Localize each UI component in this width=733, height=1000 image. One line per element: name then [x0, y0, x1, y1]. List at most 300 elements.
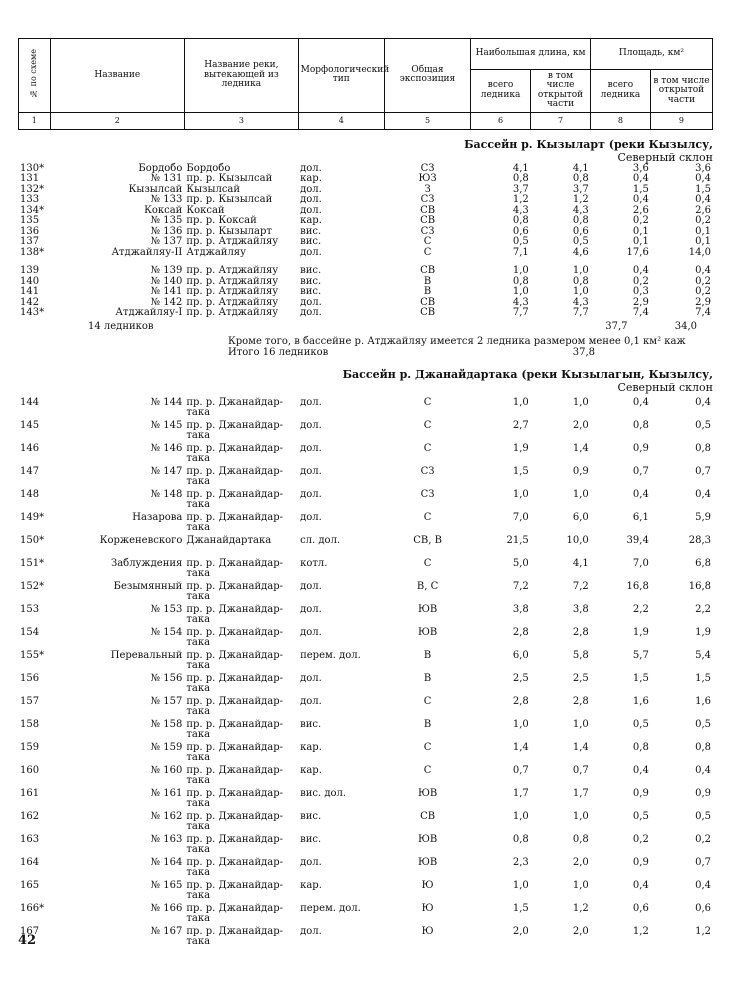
table-cell: 2,5 [512, 672, 529, 684]
table-cell: 0,4 [632, 396, 649, 408]
table-cell: дол. [300, 580, 322, 592]
table-cell: 0,8 [572, 215, 589, 227]
header-column-number: 5 [384, 112, 470, 129]
table-row [18, 559, 713, 582]
table-cell: 0,4 [695, 879, 711, 891]
table-cell: 3,8 [512, 603, 529, 615]
table-cell: 1,9 [632, 626, 649, 638]
basin1-summary [18, 321, 713, 358]
table-cell: 0,7 [695, 856, 711, 868]
table-cell: 39,4 [626, 534, 649, 546]
header-column-number: 3 [185, 112, 299, 129]
table-cell: 1,7 [572, 787, 589, 799]
table-cell: 1,0 [512, 810, 529, 822]
table-row [18, 881, 713, 904]
header-column-number: 1 [19, 112, 51, 129]
table-cell: 7,2 [512, 580, 529, 592]
table-row [18, 308, 713, 319]
table-cell: С [423, 396, 432, 408]
table-cell: 0,4 [632, 764, 649, 776]
table-cell: 0,7 [695, 465, 711, 477]
table-cell: С [423, 764, 432, 776]
table-cell: пр. р. Атджайляу [186, 275, 279, 287]
table-cell: 5,4 [695, 649, 711, 661]
table-cell: № 142 [150, 296, 183, 308]
table-cell: пр. р. Джанайдар-така [186, 902, 284, 925]
table-cell: дол. [300, 246, 322, 258]
table-cell: 0,6 [512, 225, 529, 237]
table-cell: 10,0 [566, 534, 589, 546]
table-cell: 0,5 [632, 718, 649, 730]
table-cell: пр. р. Джанайдар-така [186, 442, 284, 465]
table-cell: 7,4 [695, 307, 711, 319]
table-cell: 0,2 [695, 286, 711, 298]
table-cell: 2,6 [632, 204, 649, 216]
table-cell: 160 [20, 764, 40, 776]
table-cell: № 144 [150, 396, 183, 408]
table-cell: 4,1 [512, 162, 529, 174]
table-cell: 7,7 [572, 307, 589, 319]
table-cell: ЮВ [417, 856, 438, 868]
header-area-group: Площадь, км² [590, 39, 712, 70]
table-cell: В [423, 718, 432, 730]
table-cell: 2,0 [512, 925, 529, 937]
header-column-number: 2 [50, 112, 185, 129]
table-cell: пр. р. Джанайдар-така [186, 580, 284, 603]
table-cell: 148 [20, 488, 40, 500]
table-row [18, 277, 713, 288]
table-cell: сл. дол. [300, 534, 341, 546]
table-cell: кар. [300, 764, 322, 776]
table-cell: 0,2 [632, 833, 649, 845]
table-cell: 139 [20, 265, 40, 277]
table-cell: 2,2 [632, 603, 649, 615]
table-cell: 7,1 [512, 246, 529, 258]
header-length-open: в том числе открытой части [531, 70, 591, 113]
table-cell: СЗ [420, 465, 435, 477]
header-area-total: всего ледника [590, 70, 650, 113]
table-cell: 0,4 [695, 764, 711, 776]
table-cell: вис. [300, 225, 322, 237]
table-cell: 1,0 [512, 488, 529, 500]
table-cell: № 136 [150, 225, 183, 237]
table-cell: 0,2 [695, 275, 711, 287]
header-col-river: Название реки, вытекающей из ледника [185, 39, 299, 113]
table-row [18, 248, 713, 259]
table-cell: 4,3 [572, 296, 589, 308]
table-row [18, 174, 713, 185]
table-cell: пр. р. Джанайдар-така [186, 557, 284, 580]
table-row [18, 927, 713, 950]
table-row [18, 720, 713, 743]
table-cell: 0,5 [512, 236, 529, 248]
table-cell: 1,0 [512, 396, 529, 408]
table-row [18, 858, 713, 881]
table-cell: 1,4 [512, 741, 529, 753]
table-cell: № 164 [150, 856, 183, 868]
table-cell: дол. [300, 672, 322, 684]
table-cell: пр. р. Джанайдар-така [186, 925, 284, 948]
table-row [18, 266, 713, 277]
table-cell: вис. [300, 833, 322, 845]
table-cell: 142 [20, 296, 40, 308]
table-cell: 1,2 [572, 902, 589, 914]
table-cell: дол. [300, 925, 322, 937]
table-cell: 0,2 [695, 215, 711, 227]
table-cell: 1,2 [572, 194, 589, 206]
table-row [18, 185, 713, 196]
table-cell: 3,7 [572, 183, 589, 195]
table-cell: 0,4 [695, 265, 711, 277]
header-length-group: Наибольшая длина, км [471, 39, 591, 70]
table-cell: 1,0 [572, 810, 589, 822]
table-cell: пр. р. Джанайдар-така [186, 718, 284, 741]
table-cell: 1,2 [512, 194, 529, 206]
table-cell: 2,0 [572, 419, 589, 431]
table-cell: № 147 [150, 465, 183, 477]
table-cell: 0,4 [695, 173, 711, 185]
table-cell: дол. [300, 307, 322, 319]
table-cell: дол. [300, 183, 322, 195]
table-cell: ЮЗ [418, 173, 437, 185]
table-cell: 0,4 [695, 396, 711, 408]
table-cell: 2,2 [695, 603, 711, 615]
table-cell: 130* [20, 162, 45, 174]
table-cell: 0,6 [572, 225, 589, 237]
table-cell: Ю [421, 925, 434, 937]
table-cell: № 133 [150, 194, 183, 206]
table-cell: 1,0 [512, 718, 529, 730]
table-cell: 137 [20, 236, 40, 248]
table-cell: вис. дол. [300, 787, 347, 799]
table-cell: вис. [300, 718, 322, 730]
table-cell: 0,8 [572, 275, 589, 287]
table-cell: № 145 [150, 419, 183, 431]
table-cell: 141 [20, 286, 40, 298]
table-cell: 149* [20, 511, 45, 523]
table-cell: 1,2 [695, 925, 711, 937]
table-cell: 4,6 [572, 246, 589, 258]
table-cell: № 156 [150, 672, 183, 684]
table-cell: 1,6 [632, 695, 649, 707]
table-cell: 0,8 [512, 275, 529, 287]
basin1-note: Кроме того, в бассейне р. Атджайляу имеется 2 ледника размером менее 0,1 км² каж [228, 335, 686, 347]
table-cell: 0,5 [632, 810, 649, 822]
table-cell: С [423, 246, 432, 258]
table-cell: 0,9 [695, 787, 711, 799]
table-cell: № 146 [150, 442, 183, 454]
table-row [18, 398, 713, 421]
table-cell: котл. [300, 557, 328, 569]
table-cell: 5,7 [632, 649, 649, 661]
table-cell: 7,0 [512, 511, 529, 523]
table-cell: 4,3 [512, 296, 529, 308]
table-cell: 0,9 [632, 856, 649, 868]
table-cell: 134* [20, 204, 45, 216]
table-cell: пр. р. Джанайдар-така [186, 833, 284, 856]
table-cell: Кызылсай [186, 183, 241, 195]
basin1-area-open: 34,0 [674, 320, 697, 332]
table-cell: № 162 [150, 810, 183, 822]
table-cell: 155* [20, 649, 45, 661]
table-cell: 0,8 [512, 833, 529, 845]
table-cell: С [423, 741, 432, 753]
table-cell: 0,8 [695, 741, 711, 753]
table-row [18, 812, 713, 835]
table-cell: пр. р. Кызыларт [186, 225, 272, 237]
table-cell: № 159 [150, 741, 183, 753]
table-cell: 5,9 [695, 511, 711, 523]
table-cell: пр. р. Кызылсай [186, 173, 273, 185]
table-cell: пр. р. Джанайдар-така [186, 741, 284, 764]
table-cell: пр. р. Атджайляу [186, 307, 279, 319]
table-cell: пр. р. Джанайдар-така [186, 672, 284, 695]
table-cell: 1,5 [512, 902, 529, 914]
table-cell: 0,1 [695, 236, 711, 248]
table-cell: 2,9 [632, 296, 649, 308]
table-cell: В [423, 672, 432, 684]
page-number: 42 [18, 933, 37, 948]
table-cell: 4,1 [572, 557, 589, 569]
table-cell: № 160 [150, 764, 183, 776]
table-cell: № 140 [150, 275, 183, 287]
table-cell: 1,0 [572, 286, 589, 298]
table-cell: 1,0 [572, 718, 589, 730]
table-cell: пр. р. Джанайдар-така [186, 649, 284, 672]
table-cell: 1,0 [512, 879, 529, 891]
table-row [18, 582, 713, 605]
table-row [18, 789, 713, 812]
table-cell: 1,0 [572, 879, 589, 891]
basin1-total-area: 37,8 [572, 346, 595, 358]
table-row [18, 227, 713, 238]
table-cell: 7,4 [632, 307, 649, 319]
table-cell: 150* [20, 534, 45, 546]
header-col-type: Морфологический тип [298, 39, 384, 113]
basin1-count: 14 ледников [88, 320, 154, 332]
table-cell: Перевальный [110, 649, 183, 661]
table-cell: пр. р. Джанайдар-така [186, 511, 284, 534]
table-cell: Заблуждения [110, 557, 183, 569]
table-cell: 0,6 [632, 902, 649, 914]
table-cell: Атджайляу [186, 246, 246, 258]
table-cell: Бордобо [138, 162, 183, 174]
table-cell: дол. [300, 695, 322, 707]
table-cell: 5,8 [572, 649, 589, 661]
table-cell: 145 [20, 419, 40, 431]
table-cell: 165 [20, 879, 40, 891]
table-cell: С [423, 557, 432, 569]
table-cell: В [423, 275, 432, 287]
table-cell: 1,6 [695, 695, 711, 707]
table-cell: 0,7 [572, 764, 589, 776]
basin1-table-2 [18, 266, 713, 319]
table-cell: 5,0 [512, 557, 529, 569]
table-cell: 162 [20, 810, 40, 822]
basin2-subtitle: Северный склон [617, 380, 713, 394]
table-cell: дол. [300, 465, 322, 477]
table-cell: С [423, 419, 432, 431]
table-cell: пр. р. Джанайдар-така [186, 603, 284, 626]
table-cell: 0,8 [512, 215, 529, 227]
table-cell: 3,7 [512, 183, 529, 195]
table-cell: 0,4 [695, 194, 711, 206]
table-cell: СВ [420, 810, 436, 822]
table-cell: ЮВ [417, 787, 438, 799]
table-cell: 0,8 [512, 173, 529, 185]
table-cell: СВ [420, 215, 436, 227]
table-row [18, 490, 713, 513]
table-cell: пр. р. Атджайляу [186, 236, 279, 248]
basin1-area: 37,7 [605, 320, 628, 332]
table-cell: 143* [20, 307, 45, 319]
table-cell: вис. [300, 275, 322, 287]
table-cell: 0,7 [632, 465, 649, 477]
table-cell: пр. р. Коксай [186, 215, 257, 227]
table-row [18, 674, 713, 697]
table-cell: Бордобо [186, 162, 231, 174]
table-cell: СВ [420, 204, 436, 216]
table-cell: 135 [20, 215, 40, 227]
table-cell: 2,6 [695, 204, 711, 216]
table-cell: СВ [420, 307, 436, 319]
table-cell: 0,1 [632, 225, 649, 237]
table-cell: 138* [20, 246, 45, 258]
table-cell: 131 [20, 173, 40, 185]
table-cell: 1,4 [572, 442, 589, 454]
table-cell: СЗ [420, 162, 435, 174]
table-cell: 0,8 [632, 741, 649, 753]
table-cell: Назарова [132, 511, 183, 523]
table-cell: 0,8 [695, 442, 711, 454]
table-cell: 1,2 [632, 925, 649, 937]
table-cell: 164 [20, 856, 40, 868]
table-cell: 0,8 [632, 419, 649, 431]
table-cell: 17,6 [626, 246, 649, 258]
header-area-open: в том числе открытой части [650, 70, 712, 113]
table-cell: кар. [300, 173, 322, 185]
table-cell: № 165 [150, 879, 183, 891]
table-cell: 3,6 [632, 162, 649, 174]
table-row [18, 743, 713, 766]
table-cell: 0,2 [632, 215, 649, 227]
table-cell: 1,9 [695, 626, 711, 638]
table-cell: Джанайдартака [186, 534, 272, 546]
table-row [18, 628, 713, 651]
table-cell: пр. р. Атджайляу [186, 296, 279, 308]
table-cell: 6,1 [632, 511, 649, 523]
table-cell: 16,8 [688, 580, 711, 592]
table-cell: пр. р. Джанайдар-така [186, 856, 284, 879]
table-cell: 6,8 [695, 557, 711, 569]
table-cell: вис. [300, 810, 322, 822]
table-cell: № 148 [150, 488, 183, 500]
table-cell: 1,0 [512, 265, 529, 277]
basin1-total: Итого 16 ледников [228, 346, 329, 358]
table-cell: 0,4 [632, 265, 649, 277]
table-row [18, 766, 713, 789]
table-cell: дол. [300, 296, 322, 308]
table-cell: пр. р. Атджайляу [186, 265, 279, 277]
table-cell: 0,6 [695, 902, 711, 914]
table-cell: 2,0 [572, 925, 589, 937]
table-cell: 14,0 [688, 246, 711, 258]
table-cell: 0,1 [695, 225, 711, 237]
table-cell: 1,0 [512, 286, 529, 298]
table-cell: перем. дол. [300, 902, 361, 914]
table-row [18, 444, 713, 467]
table-cell: пр. р. Джанайдар-така [186, 488, 284, 511]
table-cell: Ю [421, 879, 434, 891]
table-cell: 1,0 [572, 488, 589, 500]
table-cell: дол. [300, 419, 322, 431]
table-row [18, 216, 713, 227]
table-cell: 0,9 [572, 465, 589, 477]
table-cell: 3,8 [572, 603, 589, 615]
table-cell: СВ [420, 265, 436, 277]
table-cell: 154 [20, 626, 40, 638]
table-cell: № 139 [150, 265, 183, 277]
table-cell: 152* [20, 580, 45, 592]
table-cell: 0,8 [572, 833, 589, 845]
table-cell: ЮВ [417, 626, 438, 638]
table-cell: 157 [20, 695, 40, 707]
table-cell: Атджайляу-I [115, 307, 183, 319]
table-cell: 1,5 [632, 672, 649, 684]
table-cell: 1,0 [572, 265, 589, 277]
table-cell: 1,5 [632, 183, 649, 195]
table-cell: Кызылсай [128, 183, 183, 195]
table-cell: кар. [300, 879, 322, 891]
table-cell: 1,4 [572, 741, 589, 753]
table-cell: дол. [300, 162, 322, 174]
table-cell: пр. р. Джанайдар-така [186, 695, 284, 718]
table-cell: 153 [20, 603, 40, 615]
table-cell: 4,1 [572, 162, 589, 174]
table-cell: 4,3 [572, 204, 589, 216]
table-cell: Коксай [186, 204, 225, 216]
table-cell: 0,4 [632, 173, 649, 185]
table-cell: дол. [300, 396, 322, 408]
basin1-title: Бассейн р. Кызыларт (реки Кызылсу, [464, 137, 713, 151]
table-cell: кар. [300, 215, 322, 227]
table-cell: 0,4 [632, 194, 649, 206]
table-cell: СЗ [420, 225, 435, 237]
table-cell: пр. р. Джанайдар-така [186, 764, 284, 787]
table-cell: 16,8 [626, 580, 649, 592]
table-cell: пр. р. Джанайдар-така [186, 626, 284, 649]
table-cell: 146 [20, 442, 40, 454]
table-cell: С [423, 695, 432, 707]
table-cell: 0,2 [695, 833, 711, 845]
table-cell: 2,3 [512, 856, 529, 868]
table-cell: пр. р. Джанайдар-така [186, 465, 284, 488]
basin2-table [18, 398, 713, 950]
table-cell: 0,5 [572, 236, 589, 248]
table-cell: 166* [20, 902, 45, 914]
table-cell: вис. [300, 286, 322, 298]
table-cell: 2,8 [512, 695, 529, 707]
header-column-number: 6 [471, 112, 531, 129]
table-row [18, 164, 713, 175]
table-cell: 0,4 [632, 879, 649, 891]
table-row [18, 195, 713, 206]
table-cell: 136 [20, 225, 40, 237]
table-cell: 1,5 [695, 183, 711, 195]
table-cell: Корженевского [99, 534, 183, 546]
table-cell: 3,6 [695, 162, 711, 174]
table-cell: дол. [300, 442, 322, 454]
